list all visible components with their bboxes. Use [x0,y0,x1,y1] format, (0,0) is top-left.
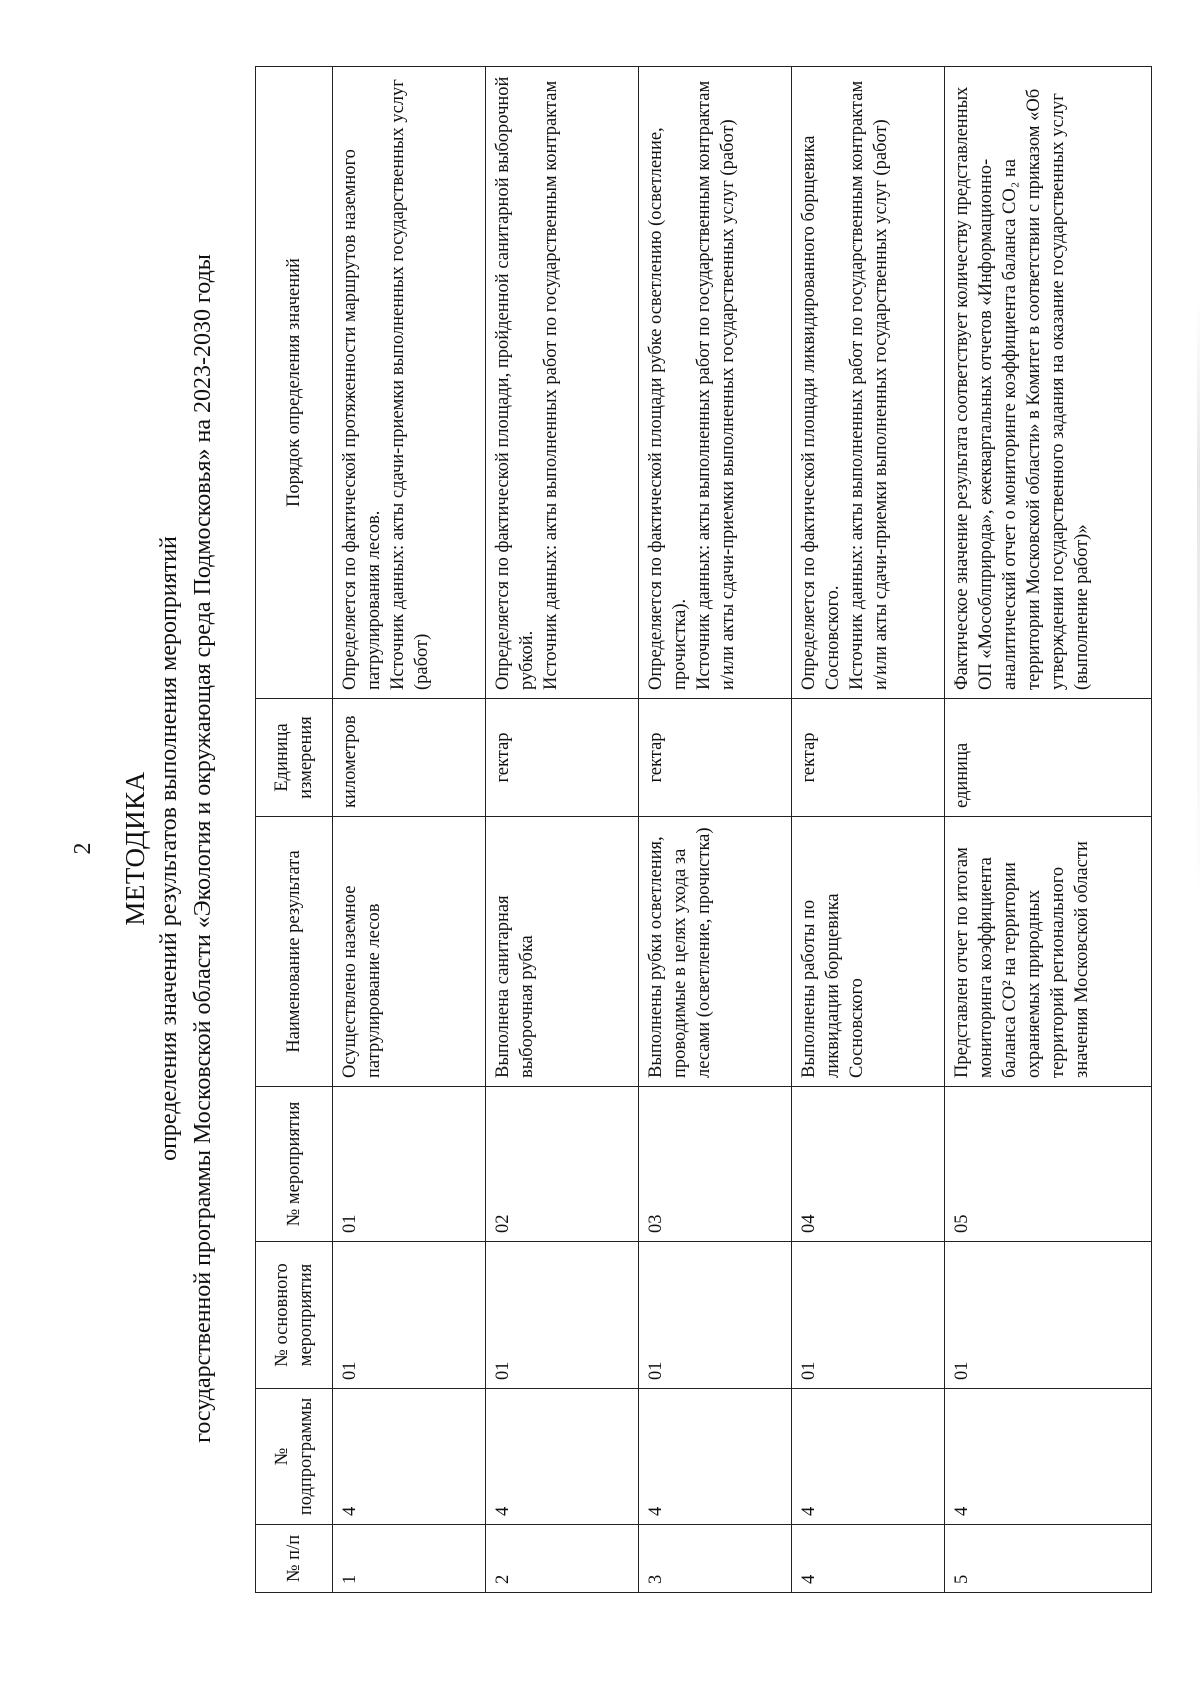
cell-subprogram: 4 [639,1389,792,1525]
cell-main-event: 01 [639,1242,792,1389]
header-procedure: Порядок определения значений [256,67,333,699]
cell-subprogram: 4 [486,1389,639,1525]
header-result-name: Наименование результата [256,817,333,1087]
cell-unit: гектар [639,699,792,817]
table-row [333,67,486,1593]
cell-event: 02 [486,1087,639,1242]
table-row [945,67,1152,1593]
cell-row-number: 3 [639,1525,792,1593]
document-subtitle-line1: определения значений результатов выполнения мероприятий [156,536,182,1161]
cell-result-name: Выполнены рубки осветления, проводимые в целях ухода за лесами (осветление, прочистка) [639,817,792,1087]
cell-main-event: 01 [945,1242,1152,1389]
cell-procedure: Фактическое значение результата соответствует количеству представленных ОП «Мособлприрода», ежеквартальных отчетов «Информационно-аналитический отчет о мониторинге коэффициента баланса CO₂ на территории Московской области» в Комитет в соответствии с приказом «Об утверждении государственного задания на оказание государственных услуг (выполнение работ)» [945,67,1152,699]
cell-row-number: 1 [333,1525,486,1593]
table-row [639,67,792,1593]
cell-event: 03 [639,1087,792,1242]
cell-event: 04 [792,1087,945,1242]
cell-procedure: Определяется по фактической площади, пройденной санитарной выборочной рубкой. Источник данных: акты выполненных работ по государственным контрактам [486,67,639,699]
header-main-event: № основного мероприятия [256,1242,333,1389]
cell-result-name: Выполнены работы по ликвидации борщевика Сосновского [792,817,945,1087]
cell-procedure: Определяется по фактической протяженности маршрутов наземного патрулирования лесов. Источник данных: акты сдачи-приемки выполненных государственных услуг (работ) [333,67,486,699]
cell-result-name: Представлен отчет по итогам мониторинга коэффициента баланса CO² на территории охраняемых природных территорий регионального значения Московской области [945,817,1152,1087]
cell-row-number: 4 [792,1525,945,1593]
cell-event: 05 [945,1087,1152,1242]
cell-unit: гектар [792,699,945,817]
cell-event: 01 [333,1087,486,1242]
cell-subprogram: 4 [945,1389,1152,1525]
header-subprogram: № подпрограммы [256,1389,333,1525]
table-row [486,67,639,1593]
header-row-number: № п/п [256,1525,333,1593]
methodology-table [255,66,1152,1593]
table-header-row [256,67,333,1593]
cell-result-name: Осуществлено наземное патрулирование лесов [333,817,486,1087]
cell-main-event: 01 [792,1242,945,1389]
cell-main-event: 01 [333,1242,486,1389]
cell-unit: гектар [486,699,639,817]
cell-subprogram: 4 [792,1389,945,1525]
cell-row-number: 2 [486,1525,639,1593]
cell-result-name: Выполнена санитарная выборочная рубка [486,817,639,1087]
table-row [792,67,945,1593]
cell-main-event: 01 [486,1242,639,1389]
title-block [118,0,220,1697]
header-event: № мероприятия [256,1087,333,1242]
document-subtitle-line2: государственной программы Московской области «Экология и окружающая среда Подмосковья» на 2023-2030 годы [190,254,216,1443]
cell-row-number: 5 [945,1525,1152,1593]
cell-unit: километров [333,699,486,817]
header-unit: Единица измерения [256,699,333,817]
cell-procedure: Определяется по фактической площади рубке осветлению (осветление, прочистка). Источник данных: акты выполненных работ по государственным контрактам и/или акты сдачи-приемки выполненных государственных услуг (работ) [639,67,792,699]
page-number: 2 [70,842,96,855]
document-title: МЕТОДИКА [120,771,150,926]
cell-procedure: Определяется по фактической площади ликвидированного борщевика Сосновского. Источник данных: акты выполненных работ по государственным контрактам и/или акты сдачи-приемки выполненных государственных услуг (работ) [792,67,945,699]
cell-unit: единица [945,699,1152,817]
cell-subprogram: 4 [333,1389,486,1525]
